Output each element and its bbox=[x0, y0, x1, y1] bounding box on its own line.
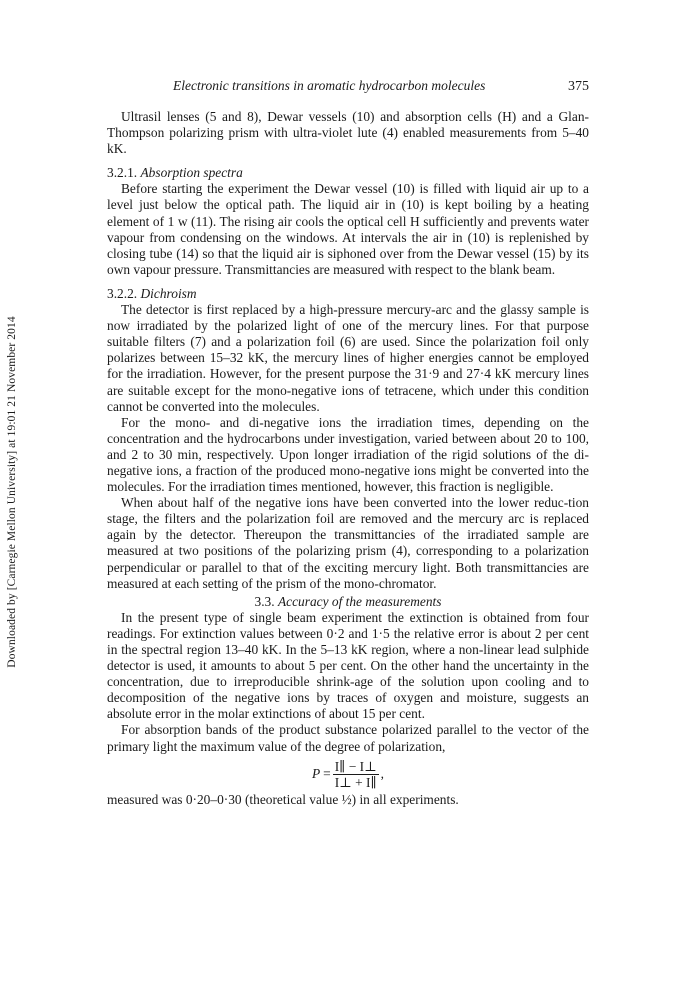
section-heading-accuracy bbox=[107, 594, 589, 610]
section-title: Absorption spectra bbox=[140, 165, 243, 181]
formula-trailing: , bbox=[380, 766, 385, 782]
dichroism-paragraph-1: The detector is first replaced by a high-pressure mercury-arc and the glassy sample is now irradiated by the polarized light of one of the mercury lines. For that purpose suitable filters (7) and a polarization foil (6) are used. Since the polarization foil only polarizes between 15–32 kK, the mercury lines of higher energies cannot be employed for the irradiation. However, for the present purpose the 31·9 and 27·4 kK mercury lines are suitable except for the mono-negative ions of tetracene, which under this condition cannot be converted into the molecules. bbox=[107, 302, 589, 414]
absorption-paragraph: Before starting the experiment the Dewar vessel (10) is filled with liquid air up to a level just below the optical path. The liquid air in (10) is kept boiling by a heating element of 1 w (11). The rising air cools the optical cell H sufficiently and prevents water vapour from condensing on the windows. At intervals the air in (10) is replenished by closing tube (14) so that the liquid air is siphoned over from the Dewar vessel (15) by its own vapour pressure. Transmittancies are measured with respect to the blank beam. bbox=[107, 181, 589, 277]
dichroism-paragraph-3: When about half of the negative ions have been converted into the lower reduc-tion stage, the filters and the polarization foil are removed and the mercury arc is replaced again by the detector. Thereupon the transmittancies of the irradiated sample are measured at two positions of the polarizing prism (4), corresponding to a polarization perpendicular or parallel to that of the exciting mercury light. Both transmittancies are measured at each setting of the prism of the mono-chromator. bbox=[107, 495, 589, 591]
formula-numerator: I∥ − I⊥ bbox=[334, 758, 377, 774]
running-header bbox=[107, 78, 589, 95]
section-number: 3.2.1. bbox=[107, 165, 138, 181]
formula-denominator: I⊥ + I∥ bbox=[334, 774, 377, 790]
section-heading-dichroism bbox=[107, 286, 589, 302]
formula-lhs: P bbox=[311, 766, 321, 782]
intro-paragraph: Ultrasil lenses (5 and 8), Dewar vessels (10) and absorption cells (H) and a Glan-Thompson polarizing prism with ultra-violet lute (4) enabled measurements from 5–40 kK. bbox=[107, 109, 589, 157]
polarization-formula bbox=[107, 759, 589, 790]
formula-equals: = bbox=[323, 766, 331, 782]
section-number: 3.2.2. bbox=[107, 285, 138, 301]
download-watermark: Downloaded by [Carnegie Mellon University] at 19:01 21 November 2014 bbox=[6, 316, 18, 668]
section-title: Dichroism bbox=[140, 285, 197, 301]
page-number: 375 bbox=[568, 79, 589, 94]
accuracy-closing: measured was 0·20–0·30 (theoretical value ½) in all experiments. bbox=[107, 791, 459, 807]
accuracy-paragraph-2: For absorption bands of the product substance polarized parallel to the vector of the primary light the maximum value of the degree of polarization, bbox=[107, 722, 589, 754]
dichroism-paragraph-2: For the mono- and di-negative ions the irradiation times, depending on the concentration and the hydrocarbons under investigation, varied between about 20 to 100, and 2 to 30 min, respectively. Upon longer irradiation of the rigid solutions of the di-negative ions, a fraction of the produced mono-negative ions might be converted into the molecules. For the irradiation times mentioned, however, this fraction is negligible. bbox=[107, 414, 589, 495]
section-number: 3.3. bbox=[254, 593, 275, 609]
section-heading-absorption bbox=[107, 165, 589, 181]
formula-fraction bbox=[333, 759, 379, 790]
accuracy-paragraph-1: In the present type of single beam experiment the extinction is obtained from four readings. For extinction values between 0·2 and 1·5 the relative error is about 2 per cent in the spectral region 13–40 kK. In the 5–13 kK region, where a non-linear lead sulphide detector is used, it amounts to about 5 per cent. On the other hand the uncertainty in the concentration, due to irreproducible shrink-age of the solution upon cooling and to decomposition of the negative ions by traces of oxygen and moisture, suggests an absolute error in the molar extinctions of about 15 per cent. bbox=[107, 609, 589, 722]
running-title: Electronic transitions in aromatic hydrocarbon molecules bbox=[173, 78, 486, 93]
page-body bbox=[107, 78, 589, 808]
section-title: Accuracy of the measurements bbox=[277, 593, 442, 609]
